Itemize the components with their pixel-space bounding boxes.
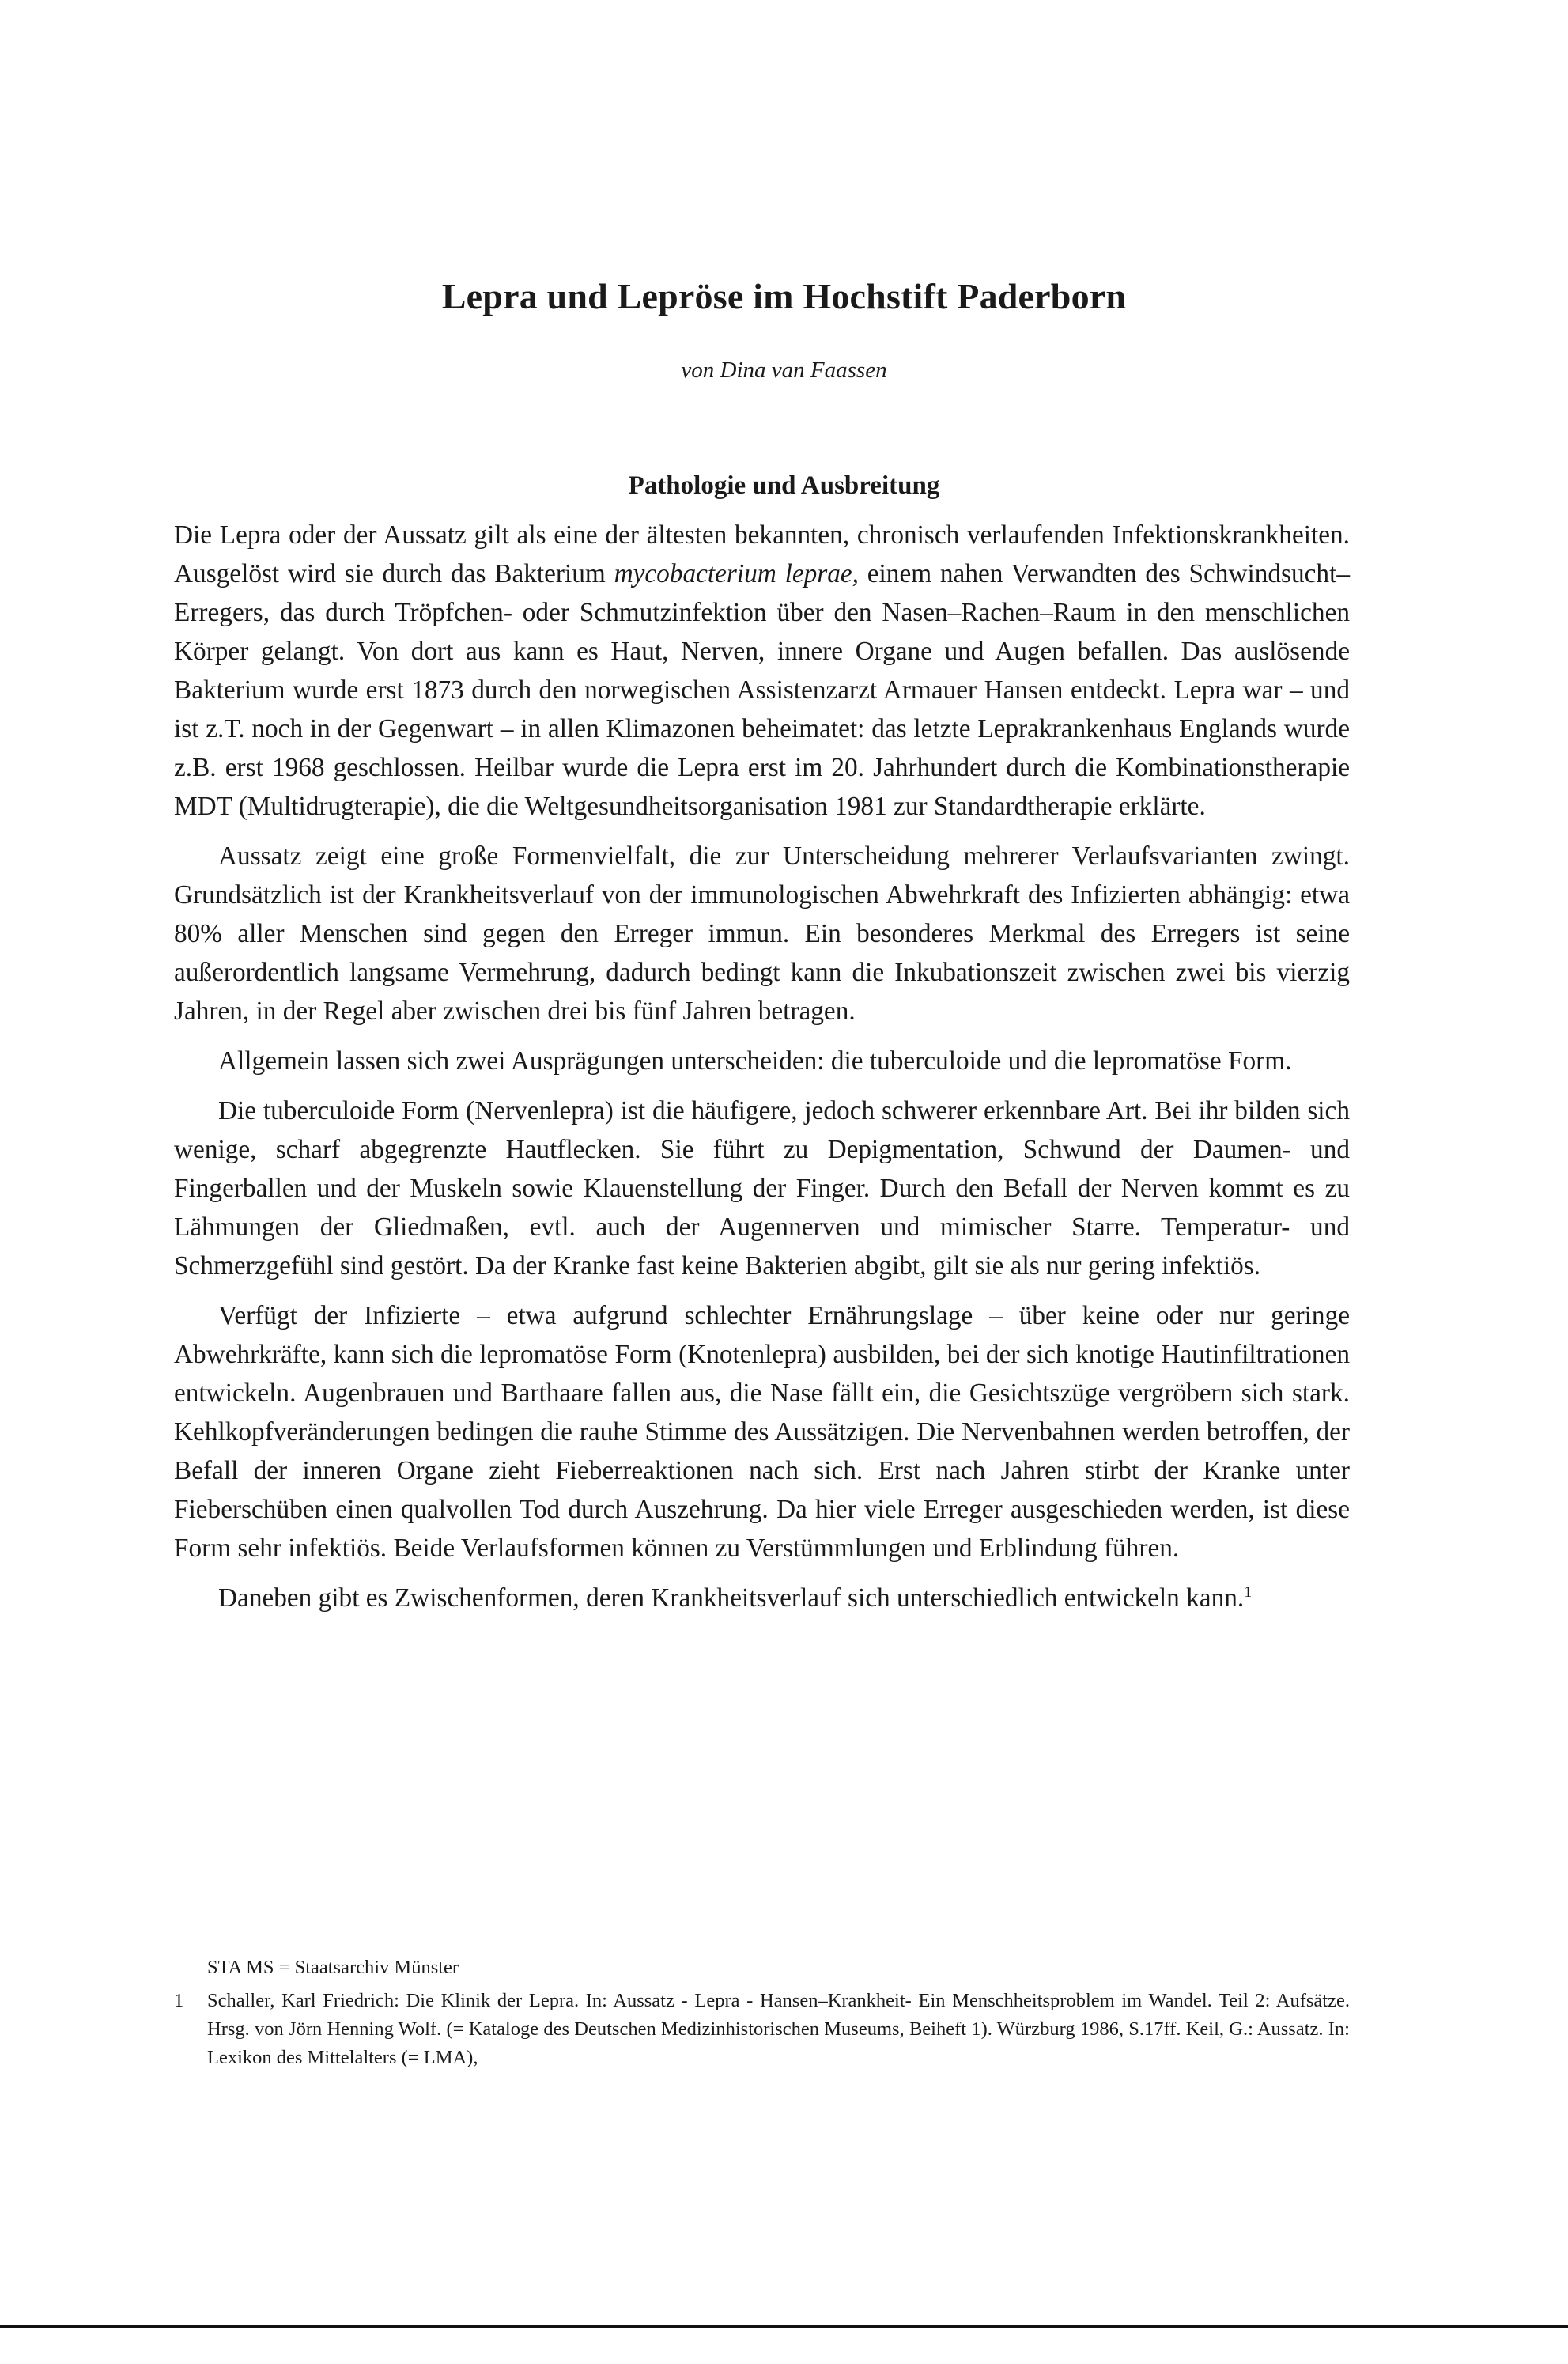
species-name: mycobacterium leprae, xyxy=(614,559,859,588)
footnote-reference[interactable]: 1 xyxy=(1244,1583,1253,1601)
paragraph-4: Die tuberculoide Form (Nervenlepra) ist die häufigere, jedoch schwerer erkennbare Art. Bei ihr bilden sich wenige, scharf abgegrenzte Hautflecken. Sie führt zu Depigmentation, Schwund der Daumen- und Fingerballen und der Muskeln sowie Klauenstellung der Finger. Durch den Befall der Nerven kommt es zu Lähmungen der Gliedmaßen, evtl. auch der Augennerven und mimischer Starre. Temperatur- und Schmerzgefühl sind gestört. Da der Kranke fast keine Bakterien abgibt, gilt sie als nur gering infektiös. xyxy=(174,1096,1350,1280)
paragraph-1-part-a: Die Lepra oder der Aussatz gilt als eine der ältesten bekannten, chronisch verlaufenden Infektionskrankheiten. Ausgelöst wird sie durch das Bakterium xyxy=(174,520,1350,588)
footnote-number: 1 xyxy=(174,1990,184,2011)
footnote-1 xyxy=(174,1987,1350,2072)
footnote-text: Schaller, Karl Friedrich: Die Klinik der Lepra. In: Aussatz - Lepra - Hansen–Krankheit- Ein Menschheitsproblem im Wandel. Teil 2: Aufsätze. Hrsg. von Jörn Henning Wolf. (= Kataloge des Deutschen Medizinhistorischen Museums, Beiheft 1). Würzburg 1986, S.17ff. Keil, G.: Aussatz. In: Lexikon des Mittelalters (= LMA), xyxy=(207,1990,1350,2068)
section-heading: Pathologie und Ausbreitung xyxy=(628,471,940,500)
article-author: von Dina van Faassen xyxy=(681,357,887,383)
article-title: Lepra und Lepröse im Hochstift Paderborn xyxy=(441,276,1127,316)
footnotes-area xyxy=(174,1954,1350,2072)
paragraph-1-part-b: einem nahen Verwandten des Schwindsucht–Erregers, das durch Tröpfchen- oder Schmutzinfektion über den Nasen–Rachen–Raum in den menschlichen Körper gelangt. Von dort aus kann es Haut, Nerven, innere Organe und Augen befallen. Das auslösende Bakterium wurde erst 1873 durch den norwegischen Assistenzarzt Armauer Hansen entdeckt. Lepra war – und ist z.T. noch in der Gegenwart – in allen Klimazonen beheimatet: das letzte Leprakrankenhaus Englands wurde z.B. erst 1968 geschlossen. Heilbar wurde die Lepra erst im 20. Jahrhundert durch die Kombinationstherapie MDT (Multidrugterapie), die die Weltgesundheitsorganisation 1981 zur Standardtherapie erklärte. xyxy=(174,559,1350,821)
paragraph-3: Allgemein lassen sich zwei Ausprägungen unterscheiden: die tuberculoide und die lepromatöse Form. xyxy=(218,1046,1292,1076)
page-bottom-rule xyxy=(0,2325,1568,2328)
paragraph-1 xyxy=(174,516,1350,826)
paragraph-2: Aussatz zeigt eine große Formenvielfalt, die zur Unterscheidung mehrerer Verlaufsvarianten zwingt. Grundsätzlich ist der Krankheitsverlauf von der immunologischen Abwehrkraft des Infizierten abhängig: etwa 80% aller Menschen sind gegen den Erreger immun. Ein besonderes Merkmal des Erregers ist seine außerordentlich langsame Vermehrung, dadurch bedingt kann die Inkubationszeit zwischen zwei bis vierzig Jahren, in der Regel aber zwischen drei bis fünf Jahren betragen. xyxy=(174,842,1350,1026)
abbreviation-note: STA MS = Staatsarchiv Münster xyxy=(207,1957,459,1978)
paragraph-6-text: Daneben gibt es Zwischenformen, deren Krankheitsverlauf sich unterschiedlich entwickeln kann. xyxy=(218,1583,1245,1613)
body-text xyxy=(174,516,1350,1628)
paragraph-6 xyxy=(174,1579,1350,1617)
paragraph-5: Verfügt der Infizierte – etwa aufgrund schlechter Ernährungslage – über keine oder nur geringe Abwehrkräfte, kann sich die lepromatöse Form (Knotenlepra) ausbilden, bei der sich knotige Hautinfiltrationen entwickeln. Augenbrauen und Barthaare fallen aus, die Nase fällt ein, die Gesichtszüge vergröbern sich stark. Kehlkopfveränderungen bedingen die rauhe Stimme des Aussätzigen. Die Nervenbahnen werden betroffen, der Befall der inneren Organe zieht Fieberreaktionen nach sich. Erst nach Jahren stirbt der Kranke unter Fieberschüben einen qualvollen Tod durch Auszehrung. Da hier viele Erreger ausgeschieden werden, ist diese Form sehr infektiös. Beide Verlaufsformen können zu Verstümmlungen und Erblindung führen. xyxy=(174,1301,1350,1563)
